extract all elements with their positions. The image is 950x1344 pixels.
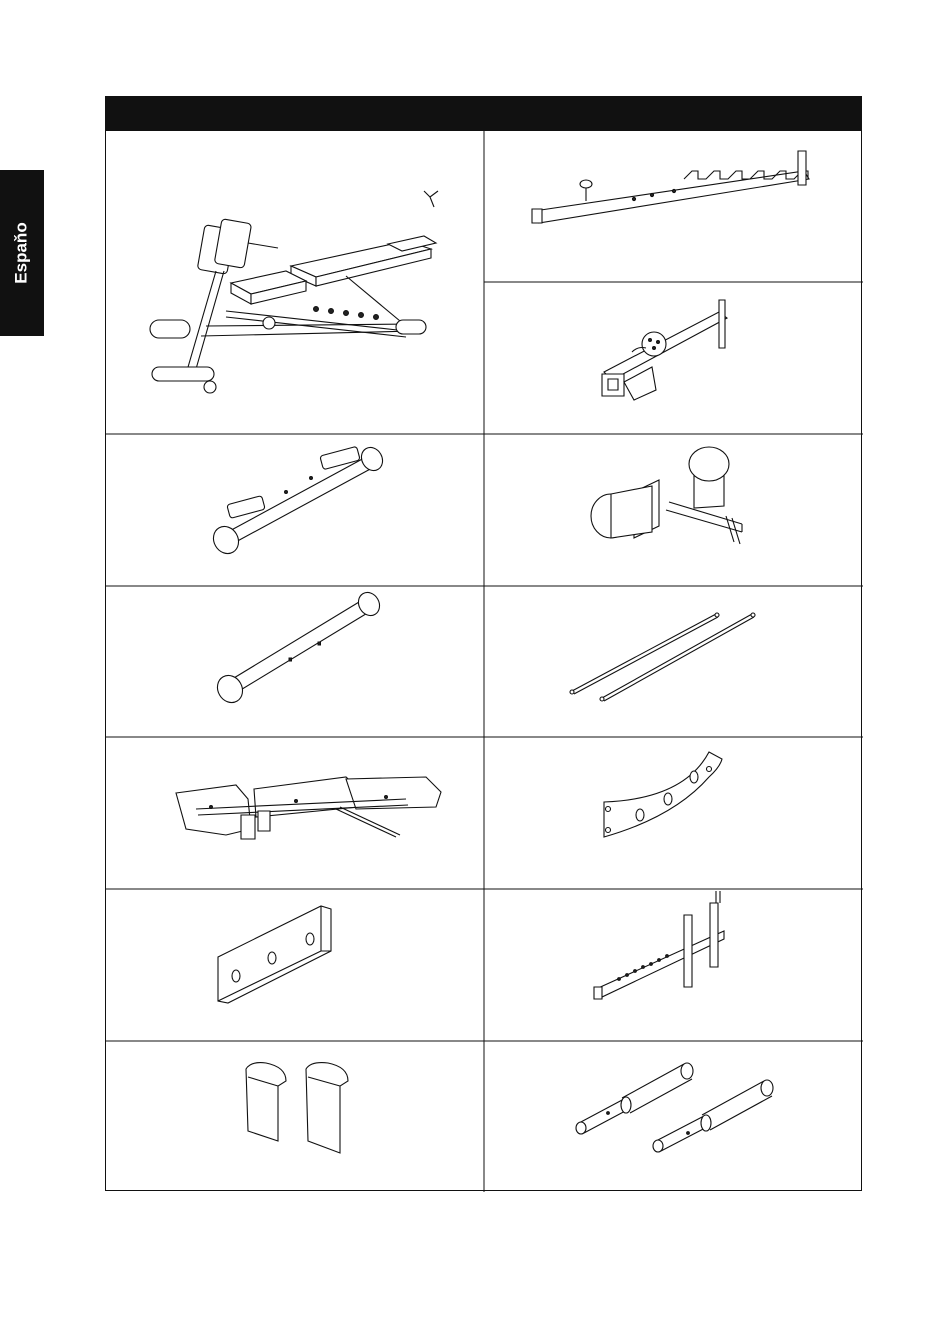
part-rear-base-tube [106, 434, 484, 586]
bench-assembly-icon [106, 131, 484, 434]
part-adjustment-rail [484, 131, 863, 282]
leg-roller-icon [484, 434, 863, 586]
language-tab-label: Espaňo [12, 222, 31, 284]
adjustment-rail-icon [484, 131, 863, 282]
part-upright-post [484, 889, 863, 1041]
hand-pads-icon [106, 1041, 484, 1192]
curved-plate-icon [484, 737, 863, 889]
flat-plate-icon [106, 889, 484, 1041]
language-tab [0, 170, 44, 336]
part-seat-backrest [106, 737, 484, 889]
part-main-bench [106, 131, 484, 434]
part-pins [484, 1041, 863, 1192]
pins-icon [484, 1041, 863, 1192]
seat-backrest-icon [106, 737, 484, 889]
upright-post-icon [484, 889, 863, 1041]
part-frame-bracket [484, 282, 863, 434]
rear-base-tube-icon [106, 434, 484, 586]
frame-bracket-icon [484, 282, 863, 434]
parts-grid [105, 130, 862, 1191]
part-curved-plate [484, 737, 863, 889]
part-tension-rods [484, 586, 863, 737]
part-hand-pads [106, 1041, 484, 1192]
tension-rods-icon [484, 586, 863, 737]
front-base-tube-icon [106, 586, 484, 737]
part-leg-roller [484, 434, 863, 586]
header-bar [105, 96, 862, 130]
part-front-base-tube [106, 586, 484, 737]
part-flat-plate [106, 889, 484, 1041]
